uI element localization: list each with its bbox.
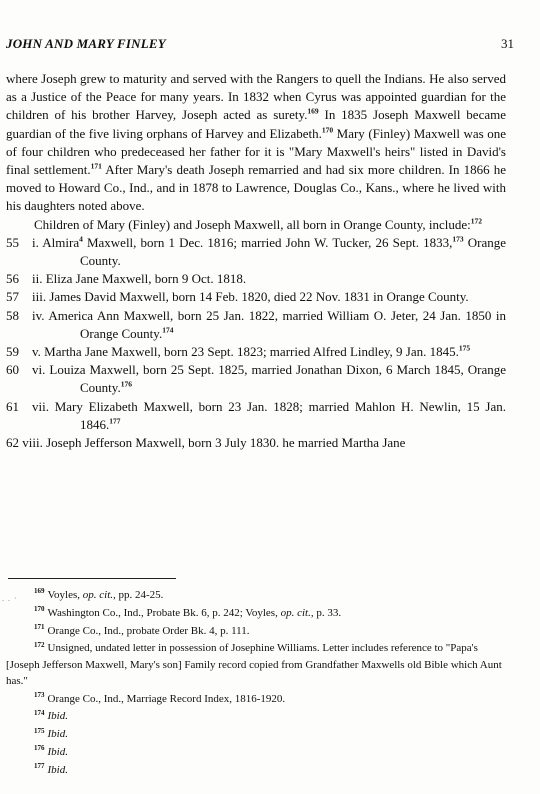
child-entry [6, 343, 506, 361]
footnote [6, 691, 506, 707]
text-run: pp. 24-25. [115, 589, 164, 601]
footnote-ref: 172 [470, 216, 482, 226]
text-run: Washington Co., Ind., Probate Bk. 6, p. 242; Voyles, [47, 606, 281, 619]
child-entry [6, 234, 506, 270]
text-run: Mary (Finley) Maxwell was one of four children who predeceased her father for it is "Mary Maxwell's heirs" listed in David's final settlement. [6, 125, 506, 178]
page-body [6, 70, 506, 452]
text-run: iii. James David Maxwell, born 14 Feb. 1820, died 22 Nov. 1831 in Orange County. [32, 289, 469, 305]
footnote-number: 169 [34, 587, 45, 596]
text-run: vi. Louiza Maxwell, born 25 Sept. 1825, married Jonathan Dixon, 6 March 1845, Orange County. [32, 362, 506, 396]
footnote-ref: 177 [109, 416, 121, 426]
text-run: iv. America Ann Maxwell, born 25 Jan. 1822, married William O. Jeter, 24 Jan. 1850 in Orange County. [32, 307, 506, 341]
child-number: 58 [6, 307, 19, 323]
page-number: 31 [501, 36, 514, 51]
text-run: Voyles, [47, 589, 83, 601]
text-run: After Mary's death Joseph remarried and had six more children. In 1866 he moved to Howard Co., Ind., and in 1878 to Lawrence, Douglas Co., Kans., where he lived with his daughters noted above. [6, 162, 506, 214]
footnote-number: 176 [34, 744, 45, 753]
child-number: 57 [6, 289, 19, 305]
child-text [32, 270, 506, 288]
italic-text: Ibid. [47, 728, 68, 741]
child-text [6, 434, 506, 452]
child-text [32, 398, 506, 434]
text-run: where Joseph grew to maturity and served with the Rangers to quell the Indians. He also served as a Justice of the Peace for many years. In 1832 when Cyrus was appointed guardian for the children of his brother Harvey, Joseph acted as surety. [6, 71, 506, 123]
child-number: 56 [6, 271, 19, 287]
child-text [32, 307, 506, 343]
text-run: p. 33. [313, 606, 342, 619]
child-text [32, 288, 506, 306]
footnote-number: 174 [34, 708, 45, 717]
child-entry [6, 361, 506, 397]
scan-speck: . . · [2, 594, 18, 603]
footnote [6, 640, 506, 689]
footnote-number: 172 [34, 640, 45, 649]
footnote-ref: 175 [458, 343, 471, 353]
footnote-number: 170 [34, 605, 45, 614]
text-run: ii. Eliza Jane Maxwell, born 9 Oct. 1818. [32, 271, 247, 287]
text-run: viii. Joseph Jefferson Maxwell, born 3 July 1830. he married Martha Jane [22, 435, 406, 451]
running-header [6, 36, 514, 54]
footnote [6, 726, 506, 742]
footnote-number: 177 [34, 762, 45, 771]
text-run: Orange Co., Ind., Marriage Record Index, 1816-1920. [47, 692, 286, 705]
footnote-ref: 169 [307, 107, 319, 117]
footnote [6, 708, 506, 724]
italic-text: Ibid. [47, 763, 68, 776]
text-run: v. Martha Jane Maxwell, born 23 Sept. 1823; married Alfred Lindley, 9 Jan. 1845. [32, 344, 459, 360]
footnote [6, 623, 506, 639]
child-entry [6, 270, 506, 288]
footnote [6, 744, 506, 760]
text-run: vii. Mary Elizabeth Maxwell, born 23 Jan. 1828; married Mahlon H. Newlin, 15 Jan. 1846. [32, 398, 506, 432]
footnote-number: 173 [34, 690, 45, 699]
child-number: 61 [6, 398, 19, 414]
child-text [32, 234, 506, 270]
child-text [32, 361, 506, 397]
italic-text: Ibid. [47, 745, 68, 758]
children-intro [6, 216, 506, 234]
footnote-number: 171 [34, 622, 45, 631]
text-run: Orange County. [80, 234, 506, 269]
text-run: In 1835 Joseph Maxwell became guardian of the five living orphans of Harvey and Elizabeth. [6, 107, 506, 141]
footnote-ref: 176 [120, 380, 132, 390]
child-entry [6, 307, 506, 343]
footnote-ref: 174 [162, 325, 174, 335]
text-run: i. Almira [32, 234, 80, 250]
child-number: 55 [6, 234, 19, 250]
child-entry [6, 288, 506, 306]
footnote-rule [8, 578, 176, 579]
text-run: Unsigned, undated letter in possession of Josephine Williams. Letter includes reference to "Papa's [Joseph Jefferson Maxwell, Mary's son] Family record copied from Grandfather Maxwells old Bible which Aunt has." [6, 642, 502, 687]
child-entry [6, 398, 506, 434]
body-paragraph [6, 70, 506, 216]
footnote-ref: 4 [79, 234, 83, 244]
footnotes [6, 587, 506, 780]
child-text [32, 343, 506, 361]
text-run: Orange Co., Ind., probate Order Bk. 4, p. 111. [47, 624, 250, 637]
footnote [6, 587, 506, 603]
footnote-ref: 171 [90, 161, 102, 171]
child-number: 59 [6, 344, 19, 360]
text-run: Children of Mary (Finley) and Joseph Maxwell, all born in Orange County, include: [34, 216, 471, 232]
children-list [6, 234, 506, 452]
footnote [6, 762, 506, 778]
child-number: 60 [6, 362, 19, 378]
footnote-ref: 170 [321, 125, 334, 135]
text-run: Maxwell, born 1 Dec. 1816; married John W. Tucker, 26 Sept. 1833, [82, 234, 453, 250]
footnote-number: 175 [34, 726, 45, 735]
footnote-ref: 173 [452, 234, 464, 244]
running-title: JOHN AND MARY FINLEY [6, 36, 166, 51]
italic-text: op. cit., [280, 606, 314, 619]
child-number: 62 [6, 435, 23, 451]
italic-text: Ibid. [47, 710, 68, 723]
child-entry [6, 434, 506, 452]
footnote [6, 605, 506, 621]
italic-text: op. cit., [82, 589, 116, 601]
